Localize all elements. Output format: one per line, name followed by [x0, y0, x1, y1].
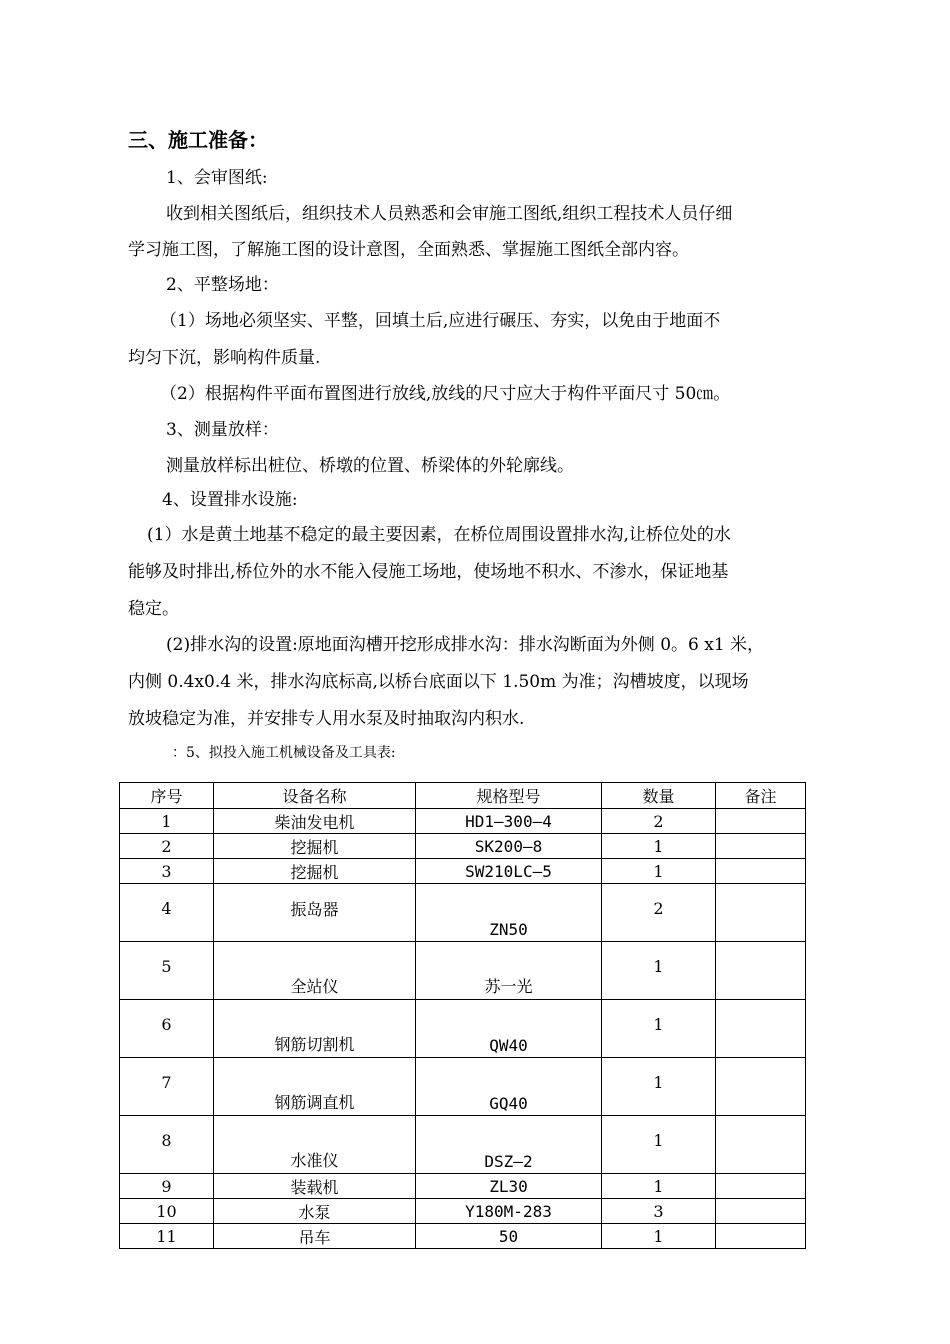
- table-row: [120, 942, 806, 1000]
- subsection-title-1: 1、会审图纸:: [166, 168, 268, 188]
- table-cell: 钢筋调直机: [214, 1058, 416, 1116]
- paragraph-line: 放坡稳定为准，并安排专人用水泵及时抽取沟内积水.: [128, 709, 525, 729]
- table-cell: [716, 809, 806, 834]
- table-cell: 3: [602, 1199, 716, 1224]
- column-header: 序号: [120, 783, 214, 809]
- table-cell: ZL30: [416, 1174, 602, 1199]
- table-cell: 5: [120, 942, 214, 1000]
- paragraph-line: （2）根据构件平面布置图进行放线,放线的尺寸应大于构件平面尺寸 50㎝。: [160, 384, 731, 404]
- paragraph-line: 稳定。: [128, 599, 179, 619]
- table-row: [120, 1000, 806, 1058]
- column-header: 数量: [602, 783, 716, 809]
- table-cell: 7: [120, 1058, 214, 1116]
- table-cell: 9: [120, 1174, 214, 1199]
- table-caption: ：5、拟投入施工机械设备及工具表:: [172, 745, 396, 761]
- section-title: 三、施工准备：: [128, 128, 268, 152]
- table-cell: SK200—8: [416, 834, 602, 859]
- table-cell: QW40: [416, 1000, 602, 1058]
- paragraph-line: 学习施工图，了解施工图的设计意图，全面熟悉、掌握施工图纸全部内容。: [128, 240, 689, 260]
- column-header: 备注: [716, 783, 806, 809]
- equipment-table: [119, 782, 806, 1249]
- table-cell: 2: [602, 809, 716, 834]
- table-cell: 1: [602, 859, 716, 884]
- table-header-row: [120, 783, 806, 809]
- table-cell: GQ40: [416, 1058, 602, 1116]
- paragraph-line: 均匀下沉，影响构件质量.: [128, 348, 321, 368]
- column-header: 规格型号: [416, 783, 602, 809]
- table-cell: 11: [120, 1224, 214, 1249]
- subsection-title-3: 3、测量放样：: [166, 420, 279, 440]
- table-cell: [716, 884, 806, 942]
- table-row: [120, 1058, 806, 1116]
- column-header: 设备名称: [214, 783, 416, 809]
- table-cell: [716, 859, 806, 884]
- table-cell: 1: [602, 1000, 716, 1058]
- table-cell: [716, 1000, 806, 1058]
- table-cell: HD1—300—4: [416, 809, 602, 834]
- table-cell: 10: [120, 1199, 214, 1224]
- table-cell: 1: [602, 1116, 716, 1174]
- table-cell: 1: [120, 809, 214, 834]
- table-cell: 8: [120, 1116, 214, 1174]
- table-row: [120, 1224, 806, 1249]
- table-cell: 1: [602, 1224, 716, 1249]
- table-cell: 2: [602, 884, 716, 942]
- table-cell: [716, 1174, 806, 1199]
- table-cell: [716, 1116, 806, 1174]
- table-cell: 6: [120, 1000, 214, 1058]
- table-cell: [716, 1058, 806, 1116]
- table-cell: 3: [120, 859, 214, 884]
- table-cell: 吊车: [214, 1224, 416, 1249]
- table-cell: ZN50: [416, 884, 602, 942]
- table-cell: 水泵: [214, 1199, 416, 1224]
- paragraph-line: 测量放样标出桩位、桥墩的位置、桥梁体的外轮廓线。: [166, 456, 574, 476]
- table-cell: [716, 1199, 806, 1224]
- paragraph-line: 内侧 0.4x0.4 米，排水沟底标高,以桥台底面以下 1.50m 为准；沟槽坡度，以现场: [128, 672, 749, 692]
- table-cell: [716, 1224, 806, 1249]
- table-cell: 2: [120, 834, 214, 859]
- table-cell: 钢筋切割机: [214, 1000, 416, 1058]
- table-cell: 装载机: [214, 1174, 416, 1199]
- table-cell: [716, 834, 806, 859]
- table-cell: 1: [602, 1058, 716, 1116]
- table-cell: [716, 942, 806, 1000]
- paragraph-line: （1）场地必须坚实、平整，回填土后,应进行碾压、夯实，以免由于地面不: [160, 311, 721, 331]
- table-row: [120, 1174, 806, 1199]
- table-cell: 1: [602, 942, 716, 1000]
- table-cell: DSZ—2: [416, 1116, 602, 1174]
- paragraph-line: 收到相关图纸后，组织技术人员熟悉和会审施工图纸,组织工程技术人员仔细: [166, 204, 733, 224]
- table-row: [120, 1116, 806, 1174]
- table-cell: 4: [120, 884, 214, 942]
- table-row: [120, 859, 806, 884]
- table-cell: 挖掘机: [214, 859, 416, 884]
- table-cell: 1: [602, 1174, 716, 1199]
- table-row: [120, 834, 806, 859]
- table-cell: 50: [416, 1224, 602, 1249]
- subsection-title-2: 2、平整场地：: [166, 275, 279, 295]
- paragraph-line: (1）水是黄土地基不稳定的最主要因素，在桥位周围设置排水沟,让桥位处的水: [147, 525, 731, 545]
- table-cell: 全站仪: [214, 942, 416, 1000]
- table-cell: Y180M-283: [416, 1199, 602, 1224]
- paragraph-line: 能够及时排出,桥位外的水不能入侵施工场地，使场地不积水、不渗水，保证地基: [128, 562, 729, 582]
- table-cell: 苏一光: [416, 942, 602, 1000]
- table-row: [120, 1199, 806, 1224]
- paragraph-line: (2)排水沟的设置:原地面沟槽开挖形成排水沟：排水沟断面为外侧 0。6 x1 米，: [166, 635, 765, 655]
- table-row: [120, 884, 806, 942]
- table-cell: 振岛器: [214, 884, 416, 942]
- table-cell: SW210LC—5: [416, 859, 602, 884]
- subsection-title-4: 4、设置排水设施:: [162, 490, 298, 510]
- table-cell: 水准仪: [214, 1116, 416, 1174]
- table-cell: 挖掘机: [214, 834, 416, 859]
- table-cell: 1: [602, 834, 716, 859]
- table-row: [120, 809, 806, 834]
- table-cell: 柴油发电机: [214, 809, 416, 834]
